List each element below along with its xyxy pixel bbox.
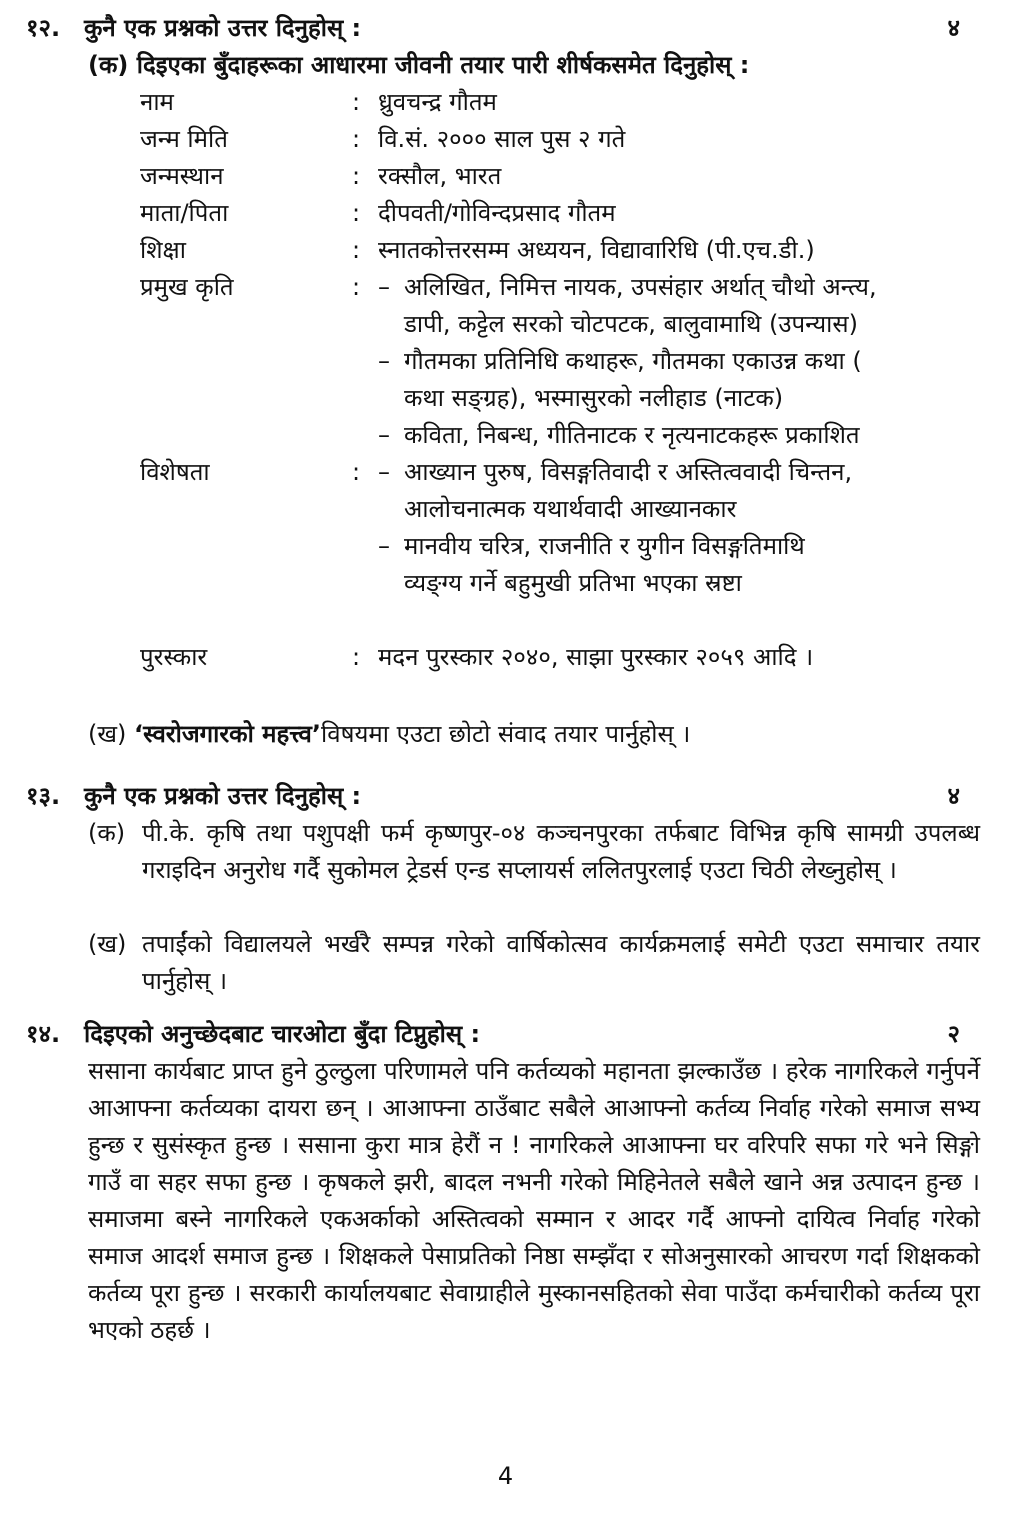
bio-label: पुरस्कार — [140, 643, 208, 671]
question-marks: २ — [947, 1020, 960, 1048]
bio-value: वि.सं. २००० साल पुस २ गते — [378, 125, 626, 153]
page-number: 4 — [497, 1462, 514, 1490]
works-list — [378, 269, 980, 454]
question-title: कुनै एक प्रश्नको उत्तर दिनुहोस् : — [84, 782, 362, 810]
kha-rest: विषयमा एउटा छोटो संवाद तयार पार्नुहोस् । — [321, 720, 691, 748]
dash: – — [378, 458, 390, 486]
traits-line: आख्यान पुरुष, विसङ्गतिवादी र अस्तित्ववादी चिन्तन, — [404, 458, 853, 486]
works-item — [378, 269, 980, 343]
bio-colon: : — [352, 458, 361, 486]
works-line: डापी, कट्टेल सरको चोटपटक, बालुवामाथि (उपन्यास) — [404, 310, 858, 338]
sub-marker: (क) — [88, 51, 129, 79]
works-line: कथा सङ्ग्रह), भस्मासुरको नलीहाड (नाटक) — [404, 384, 784, 412]
sub-marker: (क) — [88, 819, 126, 847]
question-title: कुनै एक प्रश्नको उत्तर दिनुहोस् : — [84, 14, 362, 42]
bio-row — [140, 121, 980, 158]
bio-colon: : — [352, 273, 361, 301]
works-line: गौतमका प्रतिनिधि कथाहरू, गौतमका एकाउन्न कथा ( — [404, 347, 862, 375]
kha-topic: ‘स्वरोजगारको महत्त्व’ — [134, 720, 322, 748]
bio-label: शिक्षा — [140, 236, 186, 264]
biography-data — [140, 84, 980, 676]
bio-colon: : — [352, 236, 361, 264]
question-number: १४. — [26, 1020, 61, 1048]
bio-row — [140, 158, 980, 195]
question-number: १२. — [26, 14, 61, 42]
bio-label: जन्म मिति — [140, 125, 228, 153]
question-marks: ४ — [947, 782, 960, 810]
bio-row — [140, 195, 980, 232]
q14-paragraph: ससाना कार्यबाट प्राप्त हुने ठुल्ठुला परिणामले पनि कर्तव्यको महानता झल्काउँछ । हरेक नागरिकले गर्नुपर्ने आआफ्ना कर्तव्यका दायरा छन् । आआफ्ना ठाउँबाट सबैले आआफ्नो कर्तव्य निर्वाह गरेको समाज सभ्य हुन्छ र सुसंस्कृत हुन्छ । ससाना कुरा मात्र हेरौं न ! नागरिकले आआफ्ना घर वरिपरि सफा गरे भने सिङ्गो गाउँ वा सहर सफा हुन्छ । कृषकले झरी, बादल नभनी गरेको मिहिनेतले सबैले खाने अन्न उत्पादन हुन्छ । समाजमा बस्ने नागरिकले एकअर्काको अस्तित्वको सम्मान र आदर गर्दै आफ्नो दायित्व निर्वाह गरेको समाज आदर्श समाज हुन्छ । शिक्षकले पेसाप्रतिको निष्ठा सम्झँदा र सोअनुसारको आचरण गर्दा शिक्षकको कर्तव्य पूरा हुन्छ । सरकारी कार्यालयबाट सेवाग्राहीले मुस्कानसहितको सेवा पाउँदा कर्मचारीको कर्तव्य पूरा भएको ठहर्छ । — [88, 1057, 980, 1344]
dash: – — [378, 273, 390, 301]
bio-value: मदन पुरस्कार २०४०, साझा पुरस्कार २०५९ आदि । — [378, 643, 814, 671]
works-line: अलिखित, निमित्त नायक, उपसंहार अर्थात् चौथो अन्त्य, — [404, 273, 877, 301]
sub-instruction: दिइएका बुँदाहरूका आधारमा जीवनी तयार पारी शीर्षकसमेत दिनुहोस् : — [136, 51, 750, 79]
bio-colon: : — [352, 199, 361, 227]
bio-value: दीपवती/गोविन्दप्रसाद गौतम — [378, 199, 616, 227]
traits-line: आलोचनात्मक यथार्थवादी आख्यानकार — [404, 495, 737, 523]
sub-marker: (ख) — [88, 720, 127, 748]
bio-label: नाम — [140, 88, 174, 116]
question-12-heading — [26, 10, 960, 47]
q12-ka-instruction — [88, 47, 968, 84]
bio-row-award — [140, 639, 980, 676]
q13-ka — [88, 815, 980, 889]
bio-value: रक्सौल, भारत — [378, 162, 502, 190]
bio-label: विशेषता — [140, 458, 210, 486]
traits-line: व्यङ्ग्य गर्ने बहुमुखी प्रतिभा भएका स्रष्टा — [404, 569, 742, 597]
bio-row — [140, 232, 980, 269]
question-number: १३. — [26, 782, 61, 810]
traits-item — [378, 454, 980, 528]
question-title: दिइएको अनुच्छेदबाट चारओटा बुँदा टिप्नुहोस् : — [84, 1020, 481, 1048]
traits-list — [378, 454, 980, 602]
traits-line: मानवीय चरित्र, राजनीति र युगीन विसङ्गतिमाथि — [404, 532, 805, 560]
q12-kha — [88, 716, 980, 753]
bio-row-traits — [140, 454, 980, 602]
traits-item — [378, 528, 980, 602]
bio-row — [140, 84, 980, 121]
sub-text: तपाईंको विद्यालयले भर्खरै सम्पन्न गरेको वार्षिकोत्सव कार्यक्रमलाई समेटी एउटा समाचार तयार पार्नुहोस् । — [142, 930, 980, 995]
dash: – — [378, 347, 390, 375]
bio-label: प्रमुख कृति — [140, 273, 234, 301]
works-item — [378, 343, 980, 417]
sub-text: पी.के. कृषि तथा पशुपक्षी फर्म कृष्णपुर-०४ कञ्चनपुरका तर्फबाट विभिन्न कृषि सामग्री उपलब्ध गराइदिन अनुरोध गर्दै सुकोमल ट्रेडर्स एन्ड सप्लायर्स ललितपुरलाई एउटा चिठी लेख्नुहोस् । — [142, 819, 980, 884]
bio-colon: : — [352, 88, 361, 116]
question-marks: ४ — [947, 14, 960, 42]
dash: – — [378, 532, 390, 560]
dash: – — [378, 421, 390, 449]
bio-value: स्नातकोत्तरसम्म अध्ययन, विद्यावारिधि (पी.एच.डी.) — [378, 236, 815, 264]
question-14-heading — [26, 1016, 960, 1053]
works-item — [378, 417, 980, 454]
bio-label: जन्मस्थान — [140, 162, 224, 190]
question-13-heading — [26, 778, 960, 815]
bio-row-works — [140, 269, 980, 454]
works-line: कविता, निबन्ध, गीतिनाटक र नृत्यनाटकहरू प्रकाशित — [404, 421, 860, 449]
bio-colon: : — [352, 162, 361, 190]
bio-label: माता/पिता — [140, 199, 229, 227]
q13-kha — [88, 926, 980, 1000]
sub-marker: (ख) — [88, 930, 127, 958]
bio-colon: : — [352, 643, 361, 671]
bio-value: ध्रुवचन्द्र गौतम — [378, 88, 497, 116]
bio-colon: : — [352, 125, 361, 153]
